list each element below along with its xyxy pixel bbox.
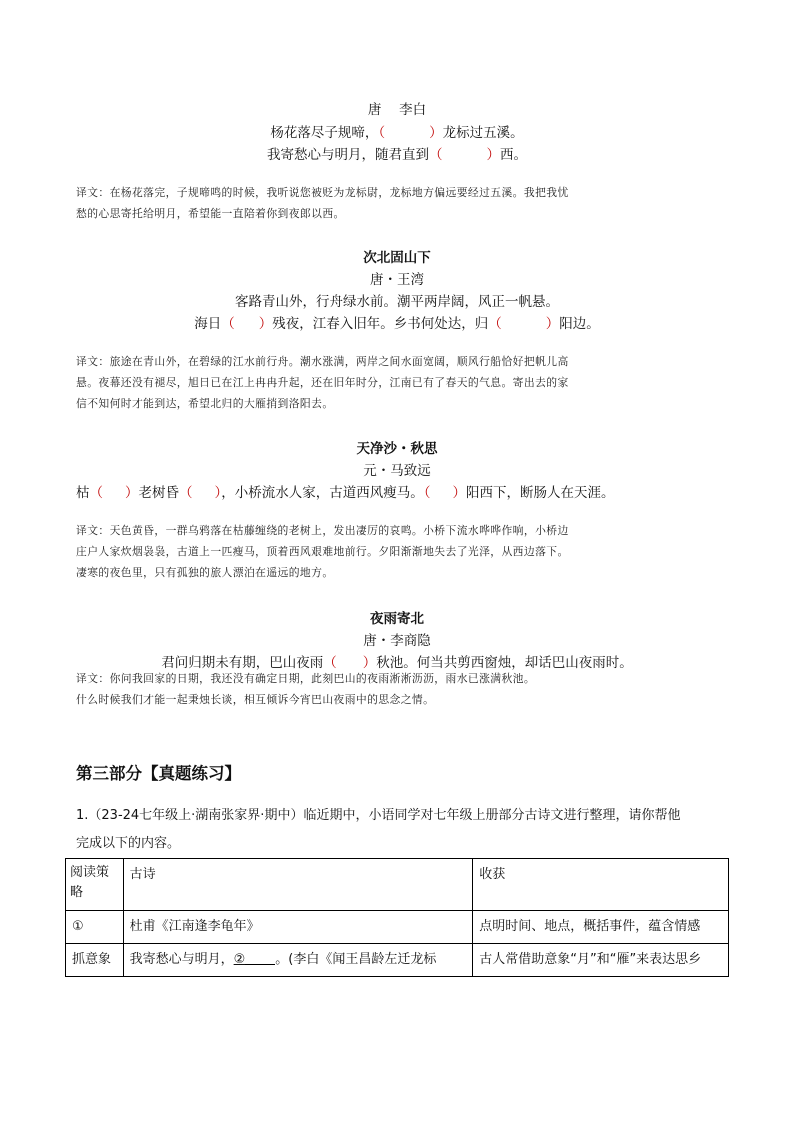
translation-line: 凄寒的夜色里，只有孤独的旅人漂泊在遥远的地方。 (76, 566, 334, 579)
table-row (66, 944, 729, 977)
answer-blank[interactable] (245, 950, 275, 965)
poem1-line2-pre: 我寄愁心与明月，随君直到 (267, 147, 429, 163)
row2-strategy: 抓意象 (66, 944, 124, 977)
poem3-line (76, 481, 615, 501)
poem1-translation (76, 182, 716, 224)
poem4-line-post: 秋池。何当共剪西窗烛，却话巴山夜雨时。 (376, 655, 633, 671)
poem2-line2-a: 海日 (194, 316, 222, 332)
translation-line: 信不知何时才能到达，希望北归的大雁捎到洛阳去。 (76, 397, 334, 410)
translation-line: 悬。夜幕还没有褪尽，旭日已在江上冉冉升起，还在旧年时分，江南已有了春天的气息。寄出去的家 (76, 376, 569, 389)
row2-poem-post: 。(李白《闻王昌龄左迁龙标 (275, 952, 437, 967)
poem1-blank2-close: ） (486, 147, 500, 163)
header-poem: 古诗 (123, 859, 473, 911)
poem2-line1: 客路青山外，行舟绿水前。潮平两岸阔，风正一帆悬。 (235, 294, 559, 310)
poem2-translation (76, 351, 716, 414)
poem2-blank2-close: ） (545, 316, 560, 332)
poem2-line2-c: 阳边。 (559, 316, 600, 332)
poem1-author: 唐 李白 (367, 102, 427, 118)
poem4-blank-open: （ (323, 655, 337, 671)
poem2-line2 (0, 312, 794, 332)
translation-line: 什么时候我们才能一起秉烛长谈，相互倾诉今宵巴山夜雨中的思念之情。 (76, 693, 435, 706)
poem2-blank2-open: （ (488, 316, 502, 332)
poem3-blank2-open: （ (179, 485, 193, 501)
row2-poem-pre: 我寄愁心与明月， (129, 952, 234, 967)
poem3-line-b: 老树昏 (138, 485, 179, 501)
poem3-author: 元・马致远 (363, 463, 431, 479)
poem3-blank1-open: （ (89, 485, 103, 501)
poem2-author: 唐・王湾 (370, 272, 424, 288)
poem4-title: 夜雨寄北 (370, 611, 424, 627)
row1-poem: 杜甫《江南逢李龟年》 (123, 911, 473, 944)
header-strategy: 阅读策略 (66, 859, 124, 911)
poem3-blank1-close: ） (125, 485, 139, 501)
poem3-line-c: ，小桥流水人家，古道西风瘦马。 (221, 485, 424, 501)
review-table (65, 858, 729, 977)
translation-line: 愁的心思寄托给明月，希望能一直陪着你到夜郎以西。 (76, 207, 345, 220)
row1-gain: 点明时间、地点，概括事件，蕴含情感 (473, 911, 729, 944)
poem2-title: 次北固山下 (363, 250, 431, 266)
poem3-blank2-close: ） (214, 485, 222, 501)
poem1-line1-post: 龙标过五溪。 (442, 125, 524, 141)
translation-line: 译文：旅途在青山外，在碧绿的江水前行舟。潮水涨满，两岸之间水面宽阔，顺风行船恰好把帆儿高 (76, 355, 569, 368)
poem4-author: 唐・李商隐 (363, 633, 431, 649)
section-title: 第三部分【真题练习】 (76, 764, 241, 783)
translation-line: 庄户人家炊烟袅袅，古道上一匹瘦马，顶着西风艰难地前行。夕阳渐渐地失去了光泽，从西边落下。 (76, 545, 569, 558)
poem2-blank1-close: ） (258, 316, 273, 332)
poem1-line2-post: 西。 (500, 147, 527, 163)
question-line-2: 完成以下的内容。 (76, 836, 181, 851)
poem4-line-pre: 君问归期未有期，巴山夜雨 (161, 655, 324, 671)
blank-number: ② (233, 952, 246, 967)
poem3-title: 天净沙・秋思 (356, 441, 438, 457)
poem3-blank3-open: （ (423, 485, 431, 501)
row1-strategy: ① (66, 911, 124, 944)
poem1-blank2-open: （ (429, 147, 443, 163)
poem4-blank-close: ） (362, 655, 377, 671)
translation-line: 译文：你问我回家的日期，我还没有确定日期，此刻巴山的夜雨淅淅沥沥，雨水已涨满秋池。 (76, 672, 536, 685)
question-line-1: 1.（23-24七年级上·湖南张家界·期中）临近期中，小语同学对七年级上册部分古诗文进行整理，请你帮他 (76, 808, 681, 823)
poem3-blank3-close: ） (452, 485, 466, 501)
poem4-translation (76, 668, 716, 710)
poem3-line-d: 阳西下，断肠人在天涯。 (466, 485, 615, 501)
table-row (66, 911, 729, 944)
poem1-line1-pre: 杨花落尽子规啼， (270, 125, 379, 141)
row2-gain: 古人常借助意象“月”和“雁”来表达思乡 (473, 944, 729, 977)
translation-line: 译文：天色黄昏，一群乌鸦落在枯藤缠绕的老树上，发出凄厉的哀鸣。小桥下流水哗哗作响，小桥边 (76, 524, 569, 537)
poem1-blank1-open: （ (378, 125, 386, 141)
poem2-blank1-open: （ (221, 316, 235, 332)
poem2-line2-b: 残夜，江春入旧年。乡书何处达，归 (272, 316, 489, 332)
poem3-line-a: 枯 (76, 485, 90, 501)
poem1-line2 (0, 143, 794, 163)
poem1-line1 (0, 121, 794, 141)
row2-poem (123, 944, 473, 977)
header-gain: 收获 (473, 859, 729, 911)
table-header-row (66, 859, 729, 911)
poem1-blank1-close: ） (429, 125, 443, 141)
translation-line: 译文：在杨花落完，子规啼鸣的时候，我听说您被贬为龙标尉，龙标地方偏远要经过五溪。我把我忧 (76, 186, 569, 199)
poem3-translation (76, 520, 716, 583)
